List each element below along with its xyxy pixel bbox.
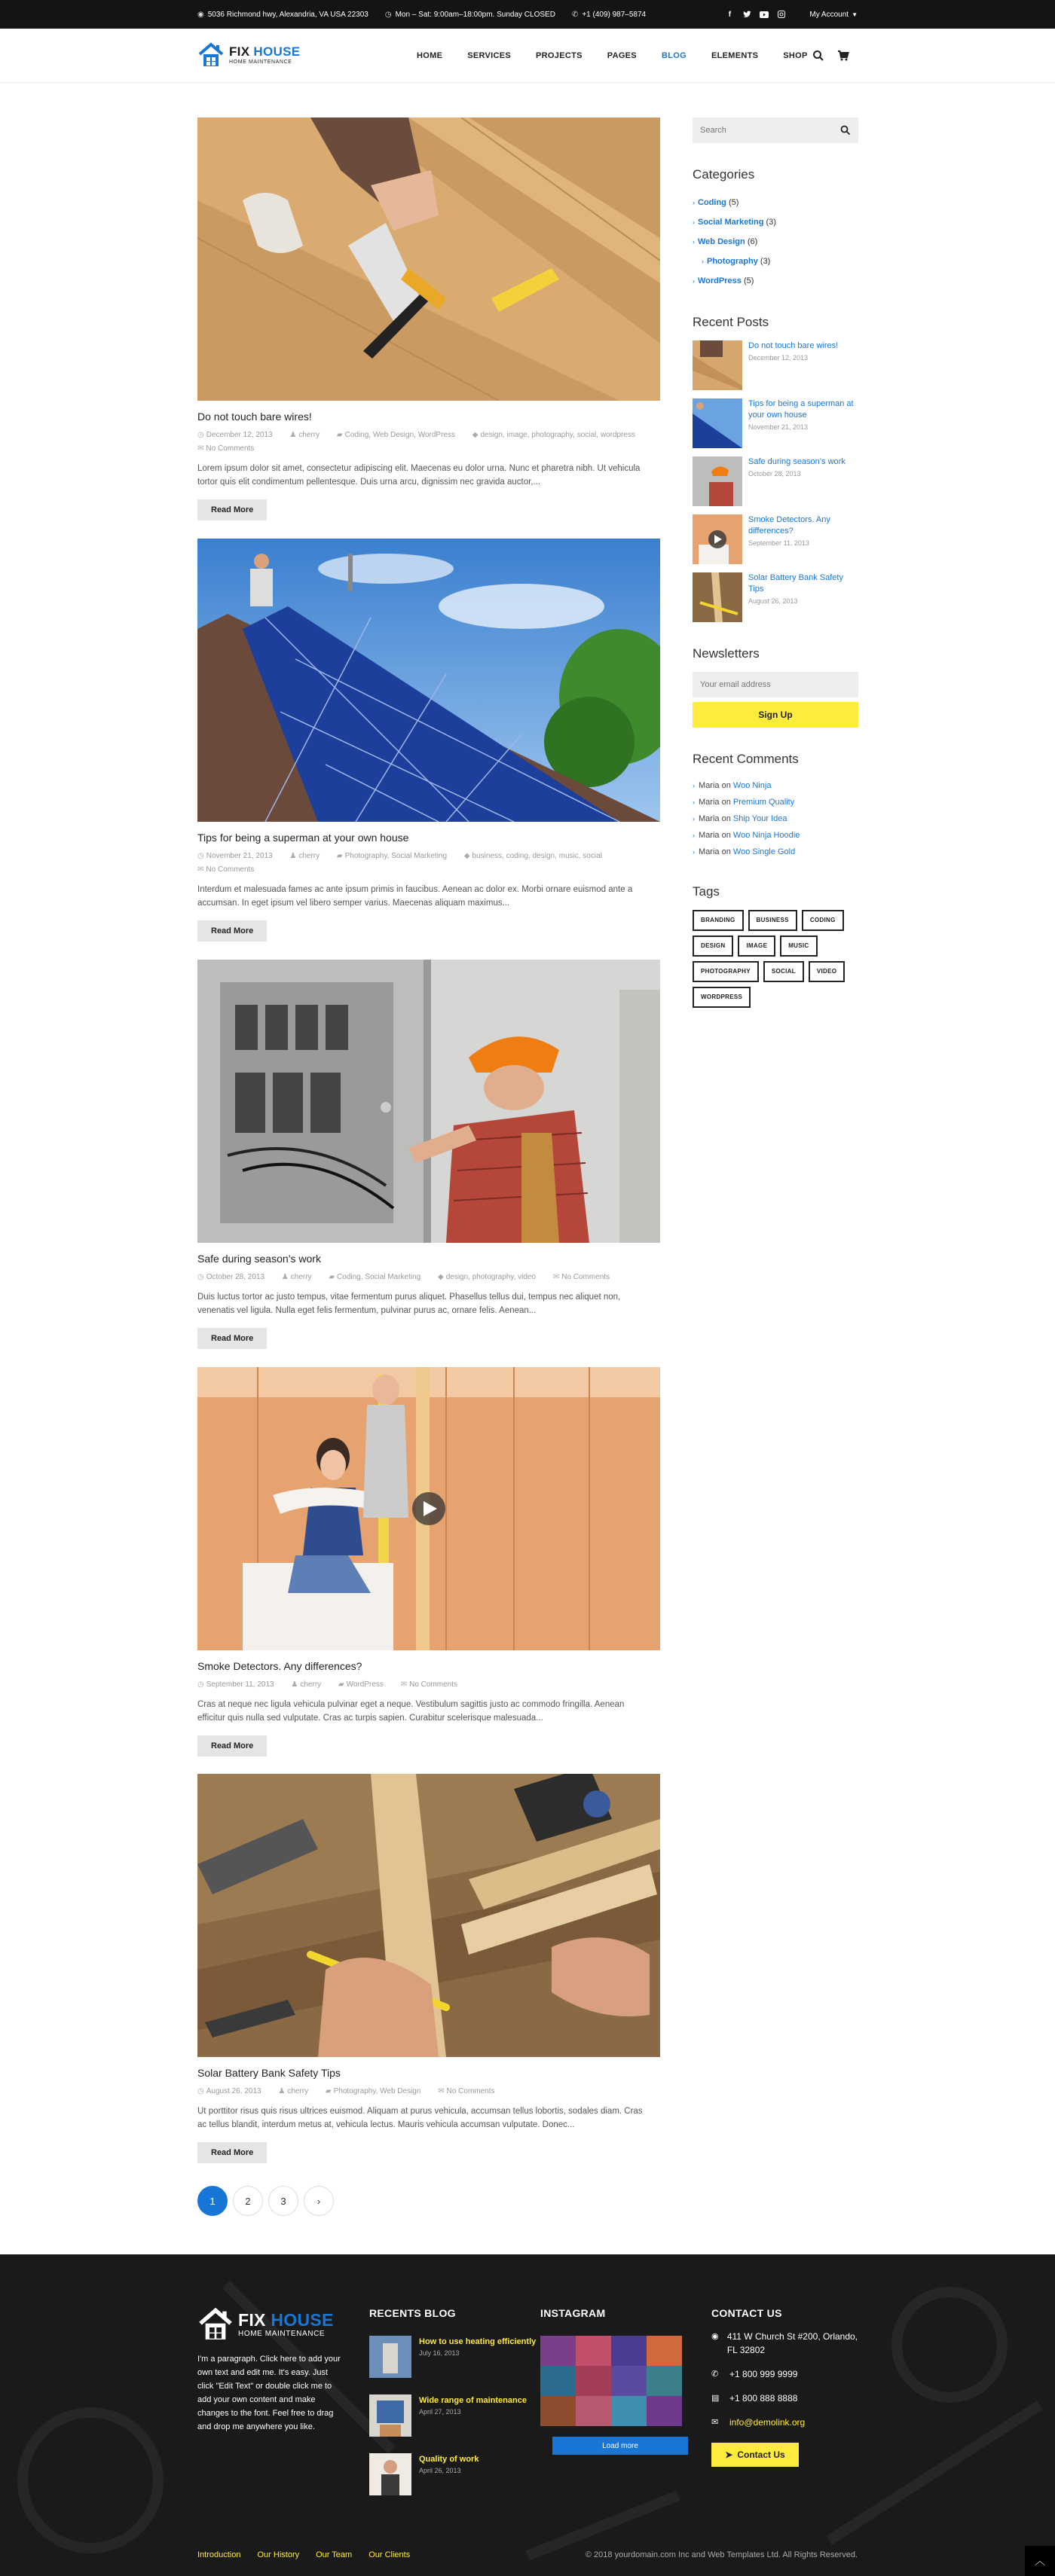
user-icon: ♟ xyxy=(278,2087,286,2095)
instagram-photo[interactable] xyxy=(647,2396,682,2426)
post-image-tools[interactable] xyxy=(197,1774,660,2057)
instagram-photo[interactable] xyxy=(576,2336,611,2366)
phone-info: ✆ +1 (409) 987–5874 xyxy=(571,10,647,19)
footer-post-thumbnail xyxy=(369,2394,411,2437)
main-nav xyxy=(417,29,833,83)
chevron-right-icon: › xyxy=(702,258,704,265)
comments-icon: ✉ xyxy=(552,1273,560,1281)
chevron-right-icon: › xyxy=(693,277,695,285)
cart-icon[interactable] xyxy=(837,50,849,62)
contact-phone: ✆ +1 800 999 9999 xyxy=(711,2369,798,2379)
footer-bottom-bar xyxy=(197,2550,858,2559)
footer-contact-title: CONTACT US xyxy=(711,2307,782,2319)
tag-video[interactable]: VIDEO xyxy=(809,961,845,982)
contact-fax: ▤ +1 800 888 8888 xyxy=(711,2393,798,2404)
post-title[interactable]: Tips for being a superman at your own house xyxy=(197,832,409,844)
tag-music[interactable]: MUSIC xyxy=(780,935,817,957)
post-image-electrician[interactable] xyxy=(197,960,660,1243)
category-item[interactable]: › Coding (5) xyxy=(693,198,739,207)
comments-icon: ✉ xyxy=(197,444,204,453)
blog-post xyxy=(197,960,660,1349)
instagram-photo[interactable] xyxy=(540,2366,576,2396)
chevron-down-icon: ▼ xyxy=(852,11,858,18)
blog-post xyxy=(197,1367,660,1757)
category-item[interactable]: › WordPress (5) xyxy=(693,276,754,285)
footer-post-thumbnail xyxy=(369,2336,411,2378)
chevron-right-icon: › xyxy=(693,798,695,806)
recent-comment-item: › Maria on Woo Single Gold xyxy=(693,847,796,856)
post-excerpt: Duis luctus tortor ac justo tempus, vitae fermentum purus aliquet. Phasellus tellus dui, tempus nec aliquet non, venenatis vel ligula. Nulla eget felis fermentum, pulvinar purus ac, ornare felis. Aenean... xyxy=(197,1293,621,1315)
post-image-video-couple[interactable] xyxy=(197,1367,660,1650)
next-page-button[interactable]: › xyxy=(304,2186,334,2216)
user-icon: ♟ xyxy=(289,852,297,860)
house-logo-icon xyxy=(197,2307,234,2342)
user-icon: ♟ xyxy=(291,1680,298,1689)
tag-branding[interactable]: BRANDING xyxy=(693,910,744,931)
post-excerpt: Lorem ipsum dolor sit amet, consectetur adipiscing elit. Maecenas eu dolor urna. Nunc et pharetra nibh. Ut vehicula tortor quis elit condimentum pellentesque. Duis urna arcu, dignissim nec gravida auctor,... xyxy=(197,464,641,487)
sign-up-button[interactable]: Sign Up xyxy=(693,702,858,728)
footer-link-history[interactable]: Our History xyxy=(257,2550,300,2559)
instagram-photo[interactable] xyxy=(611,2366,647,2396)
read-more-button[interactable]: Read More xyxy=(197,499,267,520)
footer-post-item[interactable]: Quality of work April 26, 2013 xyxy=(369,2453,536,2495)
main-header xyxy=(0,29,1055,83)
fax-icon: ▤ xyxy=(711,2394,720,2403)
blog-post xyxy=(197,118,660,520)
tag-icon: ◆ xyxy=(472,431,479,439)
recent-comment-item: › Maria on Ship Your Idea xyxy=(693,814,787,823)
instagram-grid xyxy=(540,2336,688,2426)
facebook-icon[interactable]: f xyxy=(728,10,732,19)
blog-post xyxy=(197,539,660,942)
recent-post-item[interactable]: Do not touch bare wires! December 12, 2013 xyxy=(693,340,858,390)
sidebar xyxy=(693,118,858,1012)
house-logo-icon xyxy=(197,42,225,68)
recent-post-thumbnail[interactable] xyxy=(693,340,742,390)
clock-icon: ◷ xyxy=(197,852,204,860)
clock-icon: ◷ xyxy=(197,1680,204,1689)
envelope-icon: ✉ xyxy=(711,2418,719,2427)
twitter-icon[interactable] xyxy=(742,9,752,20)
site-footer xyxy=(0,2254,1055,2576)
nav-home[interactable]: HOME xyxy=(417,51,443,60)
footer-link-introduction[interactable]: Introduction xyxy=(197,2550,241,2559)
footer-post-item[interactable]: How to use heating efficiently July 16, 2013 xyxy=(369,2336,536,2378)
folder-icon: ▰ xyxy=(329,1273,335,1281)
tag-icon: ◆ xyxy=(463,852,470,860)
chevron-right-icon: › xyxy=(693,782,695,789)
recent-post-thumbnail[interactable] xyxy=(693,456,742,506)
paper-plane-icon: ➤ xyxy=(725,2449,733,2460)
map-marker-icon: ◉ xyxy=(711,2332,719,2341)
site-logo[interactable] xyxy=(197,42,300,68)
comments-icon: ✉ xyxy=(438,2087,445,2095)
instagram-photo[interactable] xyxy=(540,2336,576,2366)
contact-us-button[interactable]: ➤ Contact Us xyxy=(711,2443,799,2467)
chevron-up-icon: ︿ xyxy=(1035,2555,1045,2567)
page-2[interactable]: 2 xyxy=(233,2186,263,2216)
tag-cloud xyxy=(693,910,858,1012)
map-marker-icon: ◉ xyxy=(197,10,204,19)
footer-post-item[interactable]: Wide range of maintenance April 27, 2013 xyxy=(369,2394,536,2437)
tag-design[interactable]: DESIGN xyxy=(693,935,733,957)
chevron-right-icon: › xyxy=(693,815,695,823)
read-more-button[interactable]: Read More xyxy=(197,1735,267,1757)
instagram-photo[interactable] xyxy=(576,2366,611,2396)
read-more-button[interactable]: Read More xyxy=(197,1328,267,1349)
folder-icon: ▰ xyxy=(338,1680,344,1689)
post-meta: ◷ October 28, 2013 ♟ cherry ▰ Coding, Social Marketing ◆ design, photography, video ✉ No Comments xyxy=(197,1273,610,1281)
recent-post-thumbnail[interactable] xyxy=(693,572,742,622)
folder-icon: ▰ xyxy=(325,2087,332,2095)
clock-icon: ◷ xyxy=(197,1273,204,1281)
footer-logo[interactable]: FIX HOUSE HOME MAINTENANCE xyxy=(197,2307,345,2342)
blog-post xyxy=(197,1774,660,2163)
post-meta: ◷ November 21, 2013 ♟ cherry ▰ Photography, Social Marketing ◆ business, coding, design, music, social ✉ No Comments xyxy=(197,852,602,874)
nav-shop[interactable]: SHOP xyxy=(783,51,808,60)
post-title[interactable]: Solar Battery Bank Safety Tips xyxy=(197,2067,341,2079)
nav-blog[interactable]: BLOG xyxy=(661,51,687,60)
post-meta: ◷ August 26, 2013 ♟ cherry ▰ Photography, Web Design ✉ No Comments xyxy=(197,2087,495,2095)
footer-post-thumbnail xyxy=(369,2453,411,2495)
tag-social[interactable]: SOCIAL xyxy=(763,961,804,982)
folder-icon: ▰ xyxy=(336,852,343,860)
post-excerpt: Interdum et malesuada fames ac ante ipsum primis in faucibus. Aenean ac dolor ex. Morbi ornare euismod ante a accumsan. In eget ipsum vel libero semper varius. Maecenas aliquam maximus... xyxy=(197,885,633,908)
comments-icon: ✉ xyxy=(400,1680,408,1689)
post-meta: ◷ December 12, 2013 ♟ cherry ▰ Coding, Web Design, WordPress ◆ design, image, photography, social, wordpress ✉ No Comments xyxy=(197,431,635,453)
footer-recent-blog xyxy=(369,2307,536,2495)
instagram-photo[interactable] xyxy=(647,2366,682,2396)
post-title[interactable]: Do not touch bare wires! xyxy=(197,411,312,423)
post-meta: ◷ September 11, 2013 ♟ cherry ▰ WordPress ✉ No Comments xyxy=(197,1680,458,1689)
newsletter-title: Newsletters xyxy=(693,646,760,661)
post-excerpt: Ut porttitor risus quis risus ultrices euismod. Aliquam at purus vehicula, accumsan tellus lobortis, sodales diam. Cras ac tellus blandit, interdum metus at, vehicula lectus. Mauris vehicula accumsan vulputate. Donec... xyxy=(197,2107,643,2129)
footer-instagram xyxy=(540,2307,688,2455)
load-more-button[interactable]: Load more xyxy=(552,2437,688,2455)
hours-info: ◷ Mon – Sat: 9:00am–18:00pm. Sunday CLOSED xyxy=(384,10,555,19)
search-icon[interactable] xyxy=(840,125,851,136)
clock-icon: ◷ xyxy=(384,10,392,19)
folder-icon: ▰ xyxy=(336,431,343,439)
instagram-photo[interactable] xyxy=(540,2396,576,2426)
nav-pages[interactable]: PAGES xyxy=(607,51,637,60)
recent-post-item[interactable]: Tips for being a superman at your own house November 21, 2013 xyxy=(693,398,858,448)
page-3[interactable]: 3 xyxy=(268,2186,298,2216)
recent-comment-item: › Maria on Woo Ninja xyxy=(693,781,772,790)
instagram-photo[interactable] xyxy=(611,2336,647,2366)
search-input[interactable] xyxy=(693,118,828,143)
post-excerpt: Cras at neque nec ligula vehicula pulvinar eget a neque. Vestibulum sagittis justo ac commodo fringilla. Aenean efficitur quis nulla sed vulputate. Cras ac turpis sapien. Curabitur scelerisque malesuada... xyxy=(197,1700,625,1723)
footer-link-clients[interactable]: Our Clients xyxy=(368,2550,411,2559)
clock-icon: ◷ xyxy=(197,2087,204,2095)
post-image-carpentry[interactable] xyxy=(197,118,660,401)
post-image-solar[interactable] xyxy=(197,539,660,822)
pagination xyxy=(197,2186,339,2216)
tags-title: Tags xyxy=(693,884,720,899)
tag-photography[interactable]: PHOTOGRAPHY xyxy=(693,961,759,982)
tag-coding[interactable]: CODING xyxy=(802,910,844,931)
footer-about xyxy=(197,2307,345,2434)
footer-instagram-title: INSTAGRAM xyxy=(540,2307,606,2319)
recent-comment-item: › Maria on Premium Quality xyxy=(693,798,795,807)
phone-icon: ✆ xyxy=(571,10,579,19)
recent-comments-title: Recent Comments xyxy=(693,752,799,766)
comments-icon: ✉ xyxy=(197,865,204,874)
contact-email: ✉ info@demolink.org xyxy=(711,2417,806,2428)
nav-services[interactable]: SERVICES xyxy=(467,51,512,60)
tag-wordpress[interactable]: WORDPRESS xyxy=(693,987,751,1008)
chevron-right-icon: › xyxy=(693,848,695,856)
footer-link-team[interactable]: Our Team xyxy=(316,2550,353,2559)
footer-about-text: I'm a paragraph. Click here to add your own text and edit me. It's easy. Just click "Edit Text" or double click me to add your own content and make changes to the font. Feel free to drag and drop me anywhere you like. xyxy=(197,2355,341,2431)
back-to-top-button[interactable] xyxy=(1025,2546,1055,2576)
tag-business[interactable]: BUSINESS xyxy=(748,910,797,931)
recent-post-item[interactable]: Solar Battery Bank Safety Tips August 26, 2013 xyxy=(693,572,858,622)
recent-posts-title: Recent Posts xyxy=(693,315,769,329)
search-icon[interactable] xyxy=(812,50,824,62)
clock-icon: ◷ xyxy=(197,431,204,439)
post-title[interactable]: Safe during season’s work xyxy=(197,1253,321,1265)
phone-icon: ✆ xyxy=(711,2370,719,2379)
read-more-button[interactable]: Read More xyxy=(197,920,267,942)
address-info: ◉ 5036 Richmond hwy, Alexandria, VA USA 22303 xyxy=(197,10,368,19)
logo-title: FIX HOUSE xyxy=(229,44,301,59)
top-bar xyxy=(0,0,1055,29)
recent-post-item[interactable]: Smoke Detectors. Any differences? September 11, 2013 xyxy=(693,514,858,564)
nav-projects[interactable]: PROJECTS xyxy=(536,51,583,60)
categories-title: Categories xyxy=(693,167,755,182)
newsletter-email-field[interactable] xyxy=(693,672,858,697)
category-item[interactable]: › Social Marketing (3) xyxy=(693,218,776,227)
chevron-right-icon: › xyxy=(693,199,695,206)
user-icon: ♟ xyxy=(281,1273,289,1281)
chevron-right-icon: › xyxy=(693,832,695,839)
footer-recent-title: RECENTS BLOG xyxy=(369,2307,456,2319)
footer-contact xyxy=(711,2307,859,2467)
recent-post-thumbnail[interactable] xyxy=(693,398,742,448)
copyright-text: © 2018 yourdomain.com Inc and Web Templates Ltd. All Rights Reserved. xyxy=(585,2550,858,2559)
user-icon: ♟ xyxy=(289,431,297,439)
recent-post-thumbnail[interactable] xyxy=(693,514,742,564)
nav-elements[interactable]: ELEMENTS xyxy=(711,51,759,60)
contact-address: ◉ 411 W Church St #200, Orlando, FL 32802 xyxy=(711,2331,858,2355)
chevron-right-icon: › xyxy=(693,238,695,246)
instagram-icon[interactable] xyxy=(776,9,787,20)
instagram-photo[interactable] xyxy=(576,2396,611,2426)
chevron-right-icon: › xyxy=(693,218,695,226)
category-item[interactable]: › Web Design (6) xyxy=(693,237,758,246)
my-account-menu[interactable]: My Account ▼ xyxy=(809,10,858,19)
instagram-photo[interactable] xyxy=(611,2396,647,2426)
read-more-button[interactable]: Read More xyxy=(197,2142,267,2163)
tag-icon: ◆ xyxy=(438,1273,444,1281)
recent-post-item[interactable]: Safe during season’s work October 28, 2013 xyxy=(693,456,858,506)
youtube-icon[interactable] xyxy=(759,9,769,20)
tag-image[interactable]: IMAGE xyxy=(738,935,775,957)
sidebar-search xyxy=(693,118,858,143)
recent-comment-item: › Maria on Woo Ninja Hoodie xyxy=(693,831,800,840)
logo-subtitle: HOME MAINTENANCE xyxy=(229,60,292,65)
category-item[interactable]: › Photography (3) xyxy=(702,257,771,266)
instagram-photo[interactable] xyxy=(647,2336,682,2366)
post-title[interactable]: Smoke Detectors. Any differences? xyxy=(197,1660,362,1672)
page-1[interactable]: 1 xyxy=(197,2186,228,2216)
